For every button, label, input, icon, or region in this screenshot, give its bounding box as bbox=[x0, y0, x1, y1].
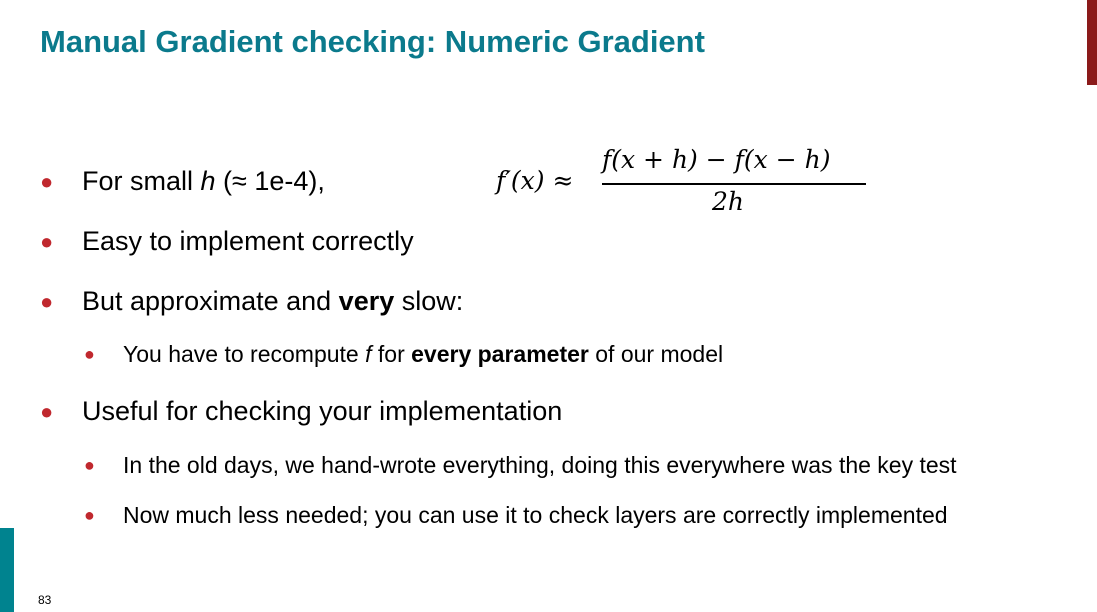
bullet-dot-icon: ● bbox=[40, 229, 54, 254]
bullet-dot-icon: ● bbox=[84, 455, 95, 475]
bullet-dot-icon: ● bbox=[40, 169, 54, 194]
bullet-text: You have to recompute f for every parameter of our model bbox=[123, 341, 724, 367]
formula-lhs: f′(x) ≈ bbox=[496, 166, 574, 195]
bullet-dot-icon: ● bbox=[84, 344, 95, 364]
bullet-dot-icon: ● bbox=[40, 399, 54, 424]
formula-numerator: f(x + h) − f(x − h) bbox=[602, 145, 831, 174]
right-accent-bar bbox=[1087, 0, 1097, 85]
slide-title: Manual Gradient checking: Numeric Gradient bbox=[40, 24, 705, 59]
bullet-dot-icon: ● bbox=[40, 289, 54, 314]
bullet-dot-icon: ● bbox=[84, 505, 95, 525]
formula-denominator: 2h bbox=[712, 187, 745, 216]
bullet-text: Useful for checking your implementation bbox=[82, 396, 563, 426]
left-accent-bar bbox=[0, 528, 14, 612]
bullet-text: Easy to implement correctly bbox=[82, 226, 414, 256]
bullet-text: But approximate and very slow: bbox=[82, 286, 464, 316]
bullet-text: In the old days, we hand-wrote everything, doing this everywhere was the key test bbox=[123, 452, 957, 478]
central-difference-formula bbox=[490, 145, 870, 220]
fraction-bar bbox=[602, 183, 866, 185]
page-number: 83 bbox=[38, 593, 52, 607]
bullet-text: For small h (≈ 1e-4), bbox=[82, 166, 325, 196]
bullet-text: Now much less needed; you can use it to check layers are correctly implemented bbox=[123, 502, 948, 528]
